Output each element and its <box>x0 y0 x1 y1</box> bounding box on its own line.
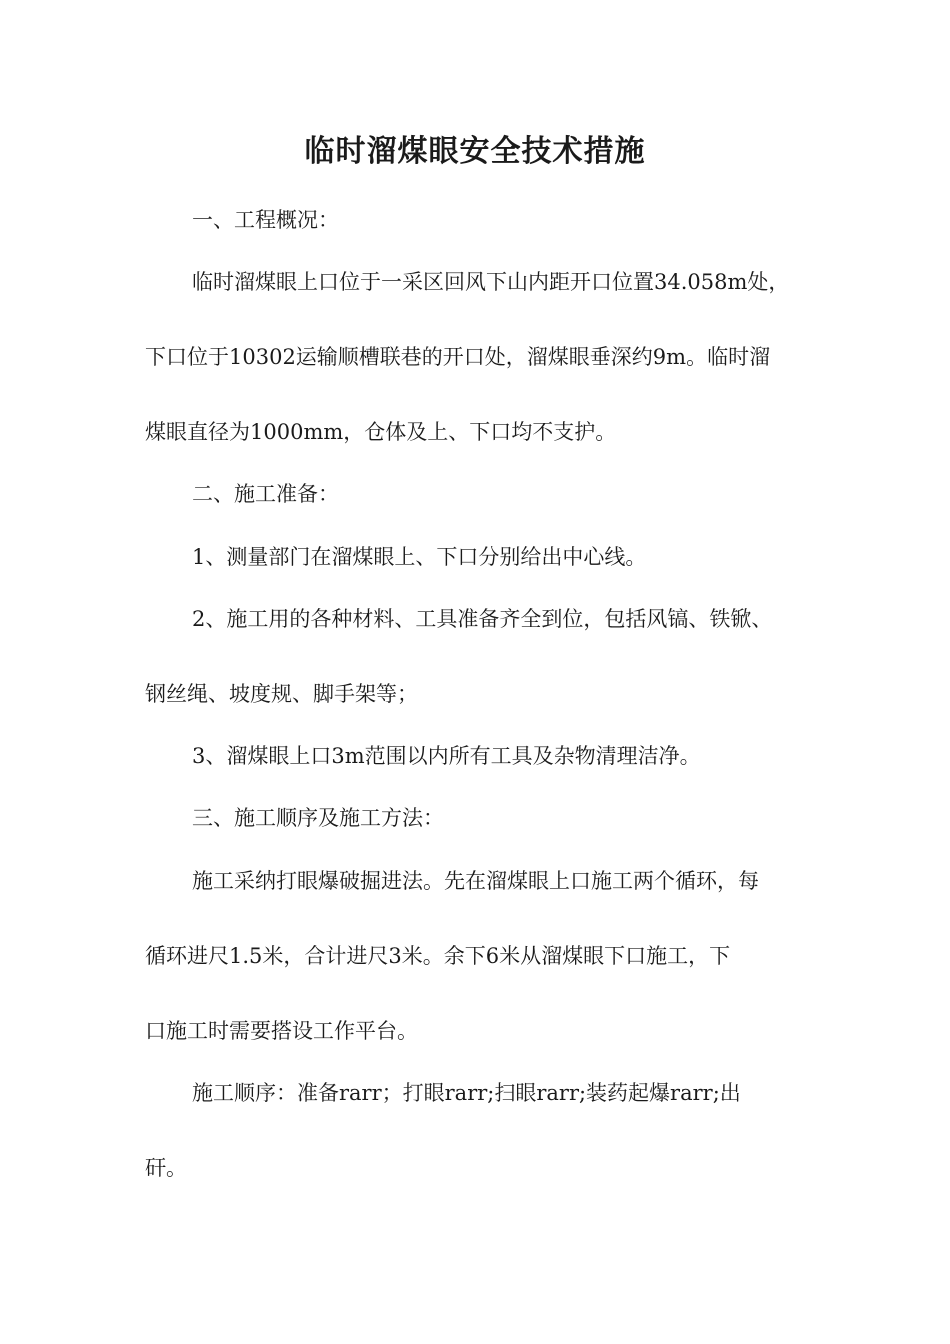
section-heading-overview: 一、工程概况： <box>192 208 339 232</box>
paragraph-line: 矸。 <box>145 1156 187 1180</box>
list-item: 3、溜煤眼上口3m范围以内所有工具及杂物清理洁净。 <box>192 744 701 768</box>
paragraph-line: 口施工时需要搭设工作平台。 <box>145 1019 418 1043</box>
list-item: 1、测量部门在溜煤眼上、下口分别给出中心线。 <box>192 545 647 569</box>
paragraph-line: 施工采纳打眼爆破掘进法。先在溜煤眼上口施工两个循环，每 <box>192 869 759 893</box>
paragraph-line: 煤眼直径为1000mm，仓体及上、下口均不支护。 <box>145 420 617 444</box>
list-item-continuation: 钢丝绳、坡度规、脚手架等； <box>145 682 418 706</box>
paragraph-line: 施工顺序：准备rarr；打眼rarr;扫眼rarr;装药起爆rarr;出 <box>192 1081 741 1105</box>
section-heading-preparation: 二、施工准备： <box>192 482 339 506</box>
document-title: 临时溜煤眼安全技术措施 <box>304 134 646 169</box>
paragraph-line: 下口位于10302运输顺槽联巷的开口处，溜煤眼垂深约9m。临时溜 <box>145 345 771 369</box>
paragraph-line: 循环进尺1.5米，合计进尺3米。余下6米从溜煤眼下口施工，下 <box>145 944 731 968</box>
paragraph-line: 临时溜煤眼上口位于一采区回风下山内距开口位置34.058m处， <box>192 270 790 294</box>
section-heading-method: 三、施工顺序及施工方法： <box>192 806 444 830</box>
list-item: 2、施工用的各种材料、工具准备齐全到位，包括风镐、铁锨、 <box>192 607 773 631</box>
